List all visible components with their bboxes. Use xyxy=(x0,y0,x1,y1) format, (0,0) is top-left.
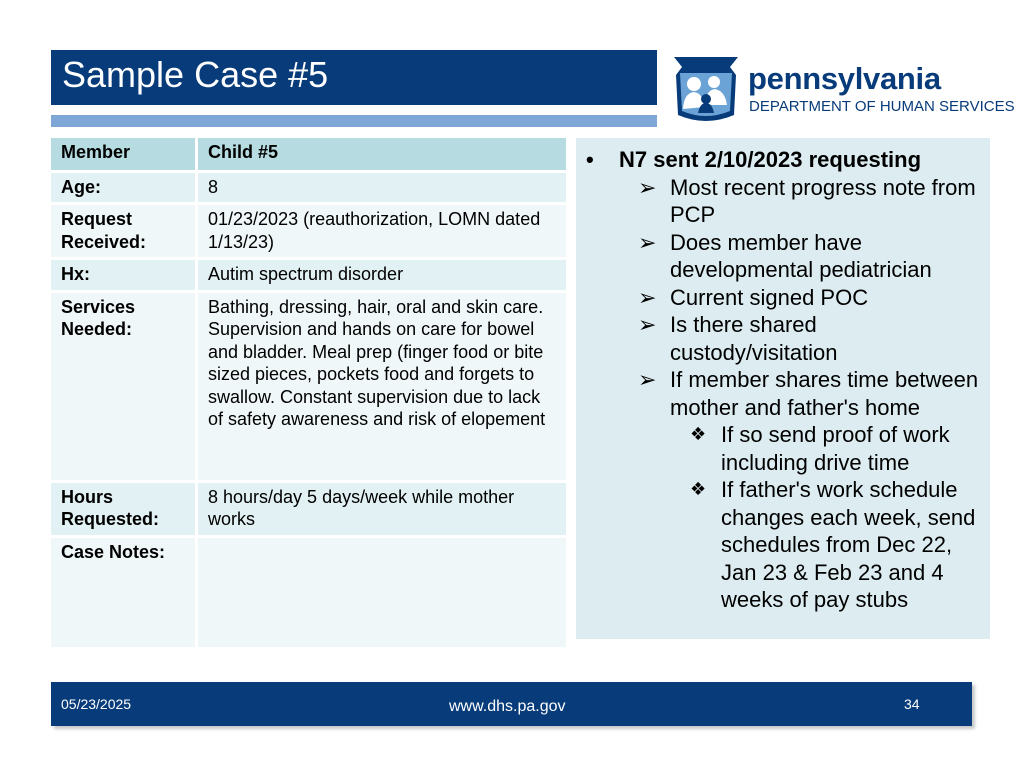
footer-url-link[interactable]: www.dhs.pa.gov xyxy=(449,698,566,715)
panel-heading: N7 sent 2/10/2023 requesting xyxy=(619,147,922,172)
list-item-text: If so send proof of work including drive time xyxy=(721,422,950,475)
arrow-bullet-icon: ➢ xyxy=(638,284,657,310)
table-row xyxy=(51,204,566,259)
table-row xyxy=(51,291,566,481)
logo-department: DEPARTMENT OF HUMAN SERVICES xyxy=(749,98,1015,115)
list-item-text: Is there shared custody/visitation xyxy=(670,312,838,365)
footer-date: 05/23/2025 xyxy=(61,696,132,712)
requirements-panel xyxy=(576,138,990,639)
bullet-icon: • xyxy=(586,147,594,172)
page-number: 34 xyxy=(904,696,920,712)
row-value: 8 xyxy=(197,171,567,204)
diamond-bullet-icon: ❖ xyxy=(690,424,707,444)
case-table xyxy=(51,138,566,650)
table-row xyxy=(51,259,566,292)
list-item xyxy=(576,421,982,476)
row-label: Case Notes: xyxy=(51,536,197,648)
table-row xyxy=(51,481,566,536)
row-value xyxy=(197,536,567,648)
row-label: Services Needed: xyxy=(51,291,197,481)
row-label: Request Received: xyxy=(51,204,197,259)
logo-wordmark: pennsylvania xyxy=(748,61,941,96)
list-item xyxy=(576,174,982,229)
row-value: Bathing, dressing, hair, oral and skin care. Supervision and hands on care for bowel and bladder. Meal prep (finger food or bite sized pieces, pockets food and forgets to swallow. Constant supervision due to lack of safety awareness and risk of elopement xyxy=(197,291,567,481)
list-item xyxy=(576,146,982,174)
row-value: 8 hours/day 5 days/week while mother works xyxy=(197,481,567,536)
row-value: 01/23/2023 (reauthorization, LOMN dated 1/13/23) xyxy=(197,204,567,259)
arrow-bullet-icon: ➢ xyxy=(638,229,657,255)
table-row xyxy=(51,171,566,204)
list-item xyxy=(576,476,982,614)
diamond-bullet-icon: ❖ xyxy=(690,479,707,499)
row-label: Age: xyxy=(51,171,197,204)
list-item-text: Does member have developmental pediatrician xyxy=(670,229,932,282)
arrow-bullet-icon: ➢ xyxy=(638,174,657,200)
keystone-family-icon xyxy=(670,55,742,125)
arrow-bullet-icon: ➢ xyxy=(638,312,657,337)
row-value: Child #5 xyxy=(197,138,567,171)
table-row xyxy=(51,536,566,648)
list-item-text: Current signed POC xyxy=(670,284,869,310)
list-item-text: If member shares time between mother and father's home xyxy=(670,367,979,420)
list-item xyxy=(576,311,982,366)
requirements-list xyxy=(576,146,982,614)
list-item xyxy=(576,284,982,312)
footer-bar xyxy=(51,682,972,726)
row-value: Autim spectrum disorder xyxy=(197,259,567,292)
table-row xyxy=(51,138,566,171)
list-item-text: Most recent progress note from PCP xyxy=(670,174,976,227)
row-label: Member xyxy=(51,138,197,171)
arrow-bullet-icon: ➢ xyxy=(638,367,657,392)
row-label: Hours Requested: xyxy=(51,481,197,536)
list-item xyxy=(576,229,982,284)
slide-title: Sample Case #5 xyxy=(62,54,329,95)
list-item xyxy=(576,366,982,421)
title-accent-bar xyxy=(51,115,657,127)
pa-dhs-logo xyxy=(670,55,1015,125)
list-item-text: If father's work schedule changes each week, send schedules from Dec 22, Jan 23 & Feb 23 and 4 weeks of pay stubs xyxy=(721,477,976,612)
title-bar xyxy=(51,50,657,105)
row-label: Hx: xyxy=(51,259,197,292)
